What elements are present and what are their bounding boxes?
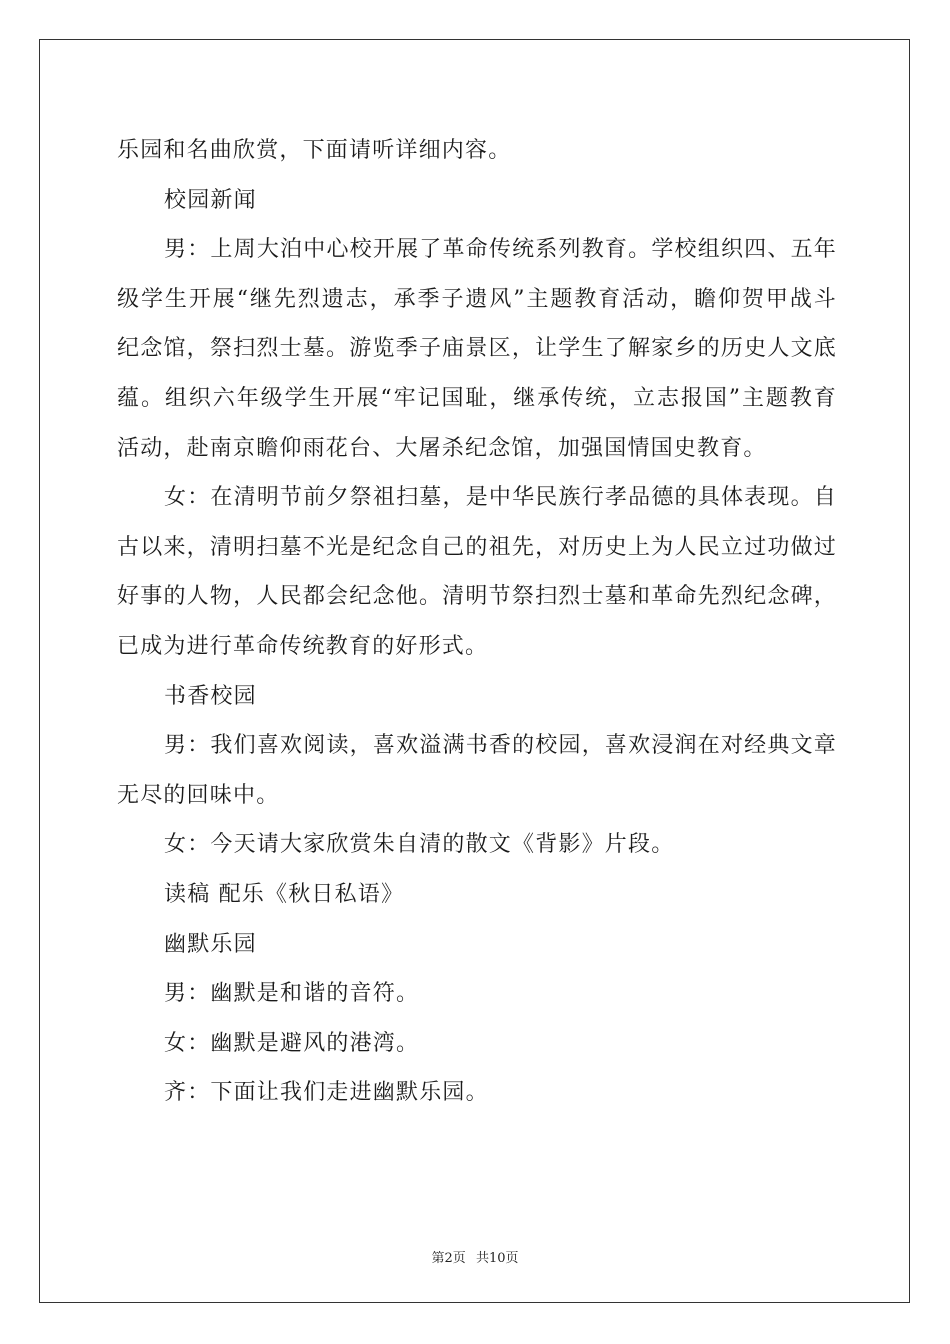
document-body (117, 126, 837, 1118)
page-footer (0, 1247, 950, 1266)
paragraph: 齐：下面让我们走进幽默乐园。 (164, 1080, 489, 1106)
page-number: 第2页 (431, 1251, 466, 1266)
section-heading-humor: 幽默乐园 (164, 931, 257, 957)
paragraph: 读稿 配乐《秋日私语》 (164, 881, 405, 907)
paragraph: 女：幽默是避风的港湾。 (164, 1030, 420, 1056)
paragraph: 男：幽默是和谐的音符。 (164, 981, 420, 1007)
paragraph: 乐园和名曲欣赏，下面请听详细内容。 (117, 138, 512, 163)
paragraph: 女：今天请大家欣赏朱自清的散文《背影》片段。 (164, 832, 675, 858)
section-heading-book-campus: 书香校园 (164, 683, 257, 709)
section-heading-campus-news: 校园新闻 (164, 187, 257, 213)
paragraph: 男：上周大泊中心校开展了革命传统系列教育。学校组织四、五年级学生开展“继先烈遗志，承季子遗风”主题教育活动，瞻仰贺甲战斗纪念馆，祭扫烈士墓。游览季子庙景区，让学生了解家乡的历史人文底蕴。组织六年级学生开展“牢记国耻，继承传统，立志报国”主题教育活动，赴南京瞻仰雨花台、大屠杀纪念馆，加强国情国史教育。 (117, 237, 837, 461)
paragraph: 女：在清明节前夕祭祖扫墓，是中华民族行孝品德的具体表现。自古以来，清明扫墓不光是纪念自己的祖先，对历史上为人民立过功做过好事的人物，人民都会纪念他。清明节祭扫烈士墓和革命先烈纪念碑，已成为进行革命传统教育的好形式。 (117, 485, 837, 659)
page-total: 共10页 (475, 1251, 519, 1266)
paragraph: 男：我们喜欢阅读，喜欢溢满书香的校园，喜欢浸润在对经典文章无尽的回味中。 (117, 733, 837, 808)
